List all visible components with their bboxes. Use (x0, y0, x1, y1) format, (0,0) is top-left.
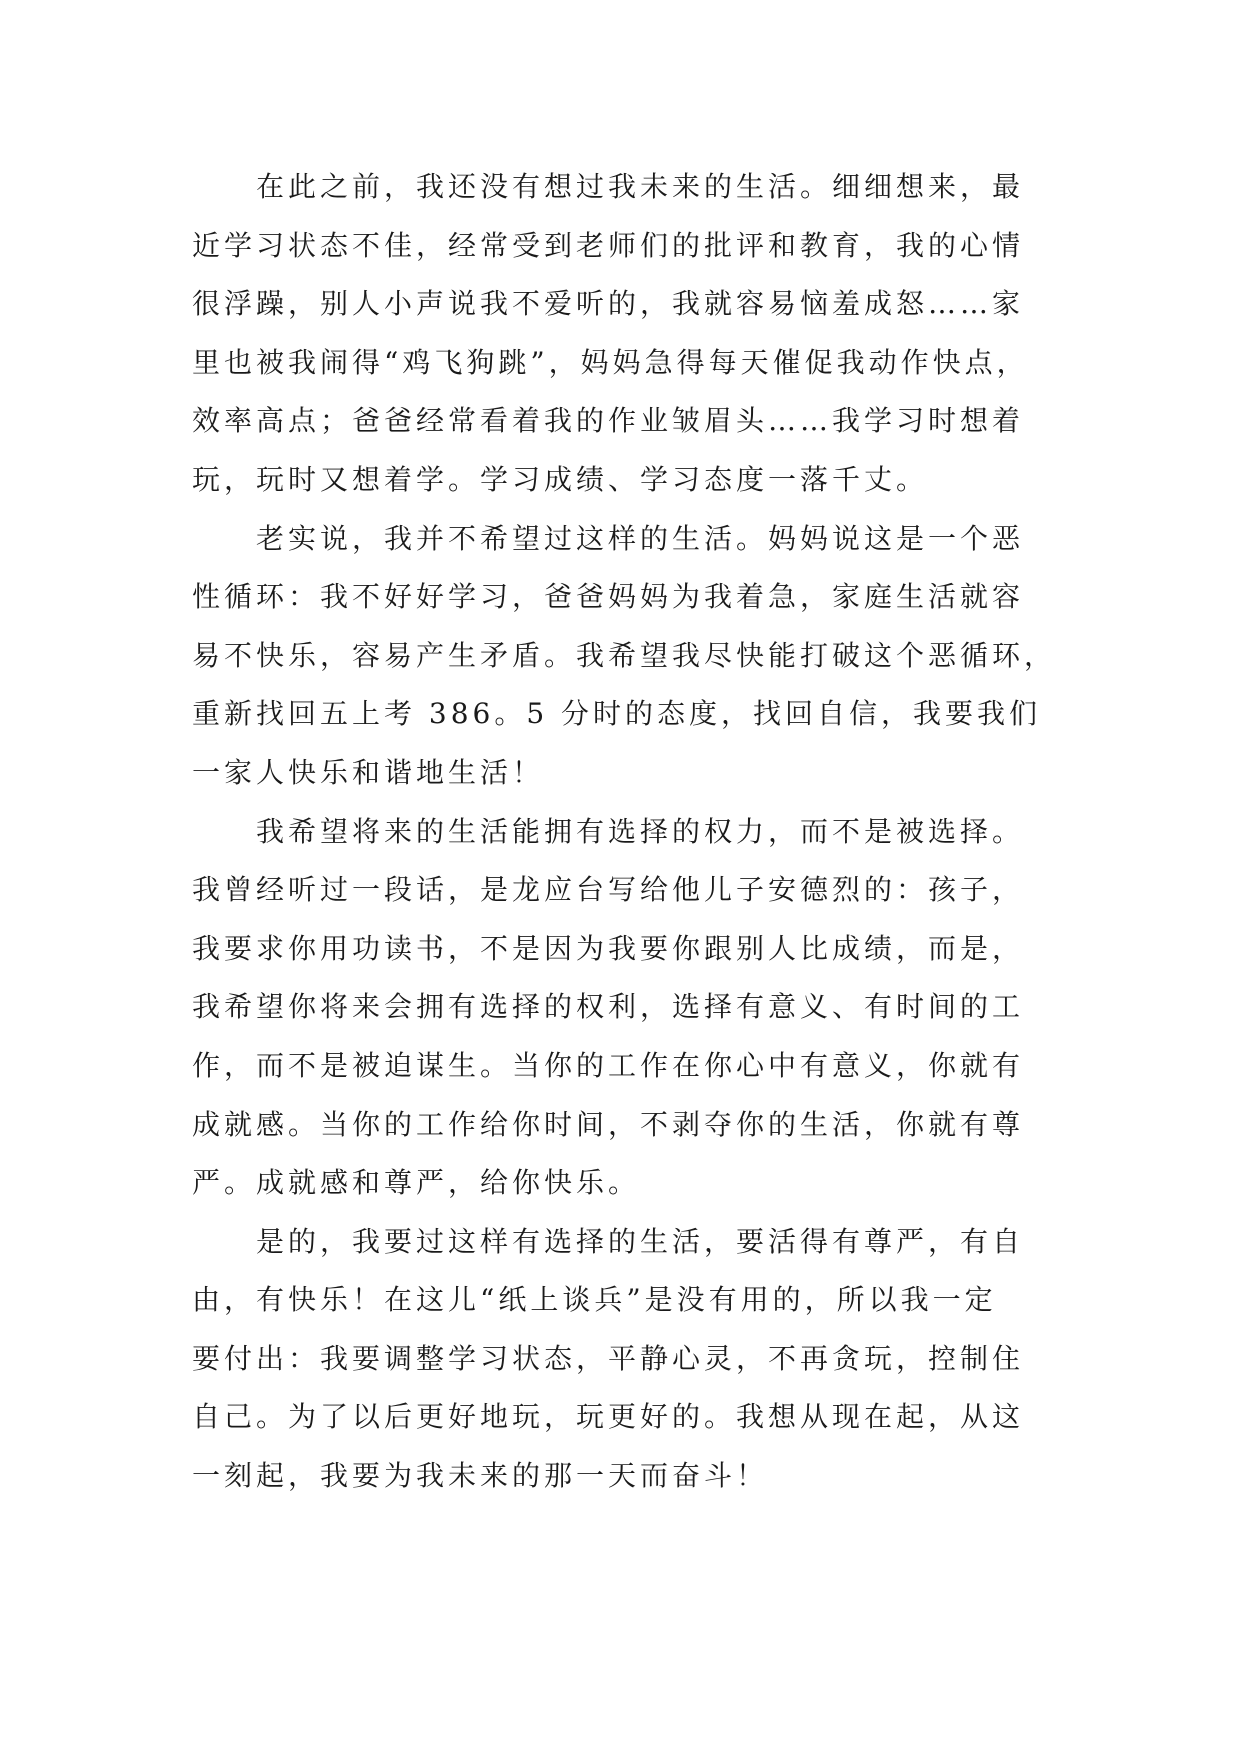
text-line: 我曾经听过一段话，是龙应台写给他儿子安德烈的：孩子， (192, 873, 1025, 907)
text-line: 玩，玩时又想着学。学习成绩、学习态度一落千丈。 (192, 462, 929, 496)
text-line: 老实说，我并不希望过这样的生活。妈妈说这是一个恶 (256, 521, 1025, 555)
text-line: 近学习状态不佳，经常受到老师们的批评和教育，我的心情 (192, 228, 1025, 262)
text-line: 自己。为了以后更好地玩，玩更好的。我想从现在起，从这 (192, 1400, 1025, 1434)
paragraph-2 (192, 510, 1057, 803)
paragraph-4 (192, 1213, 1052, 1506)
text-line: 性循环：我不好好学习，爸爸妈妈为我着急，家庭生活就容 (192, 580, 1025, 614)
text-line: 里也被我闹得“鸡飞狗跳”，妈妈急得每天催促我动作快点， (192, 345, 1029, 379)
text-line: 要付出：我要调整学习状态，平静心灵，不再贪玩，控制住 (192, 1341, 1025, 1375)
text-line: 一刻起，我要为我未来的那一天而奋斗！ (192, 1459, 769, 1493)
text-line: 我希望你将来会拥有选择的权利，选择有意义、有时间的工 (192, 990, 1025, 1024)
text-line: 效率高点；爸爸经常看着我的作业皱眉头……我学习时想着 (192, 404, 1025, 438)
text-line: 严。成就感和尊严，给你快乐。 (192, 1166, 641, 1200)
document-body (192, 158, 1057, 1506)
paragraph-1 (192, 158, 1052, 510)
text-line: 易不快乐，容易产生矛盾。我希望我尽快能打破这个恶循环， (192, 638, 1057, 672)
text-line: 一家人快乐和谐地生活！ (192, 755, 545, 789)
text-line: 由，有快乐！在这儿“纸上谈兵”是没有用的，所以我一定 (192, 1283, 997, 1317)
text-line: 我希望将来的生活能拥有选择的权力，而不是被选择。 (256, 814, 1025, 848)
paragraph-3 (192, 803, 1052, 1213)
text-line: 是的，我要过这样有选择的生活，要活得有尊严，有自 (256, 1224, 1025, 1258)
text-line: 成就感。当你的工作给你时间，不剥夺你的生活，你就有尊 (192, 1107, 1025, 1141)
text-line: 在此之前，我还没有想过我未来的生活。细细想来，最 (256, 170, 1025, 203)
text-line: 很浮躁，别人小声说我不爱听的，我就容易恼羞成怒……家 (192, 287, 1025, 321)
text-line: 重新找回五上考 386。5 分时的态度，找回自信，我要我们 (192, 697, 1042, 731)
text-line: 我要求你用功读书，不是因为我要你跟别人比成绩，而是， (192, 931, 1025, 965)
text-line: 作，而不是被迫谋生。当你的工作在你心中有意义，你就有 (192, 1048, 1025, 1082)
